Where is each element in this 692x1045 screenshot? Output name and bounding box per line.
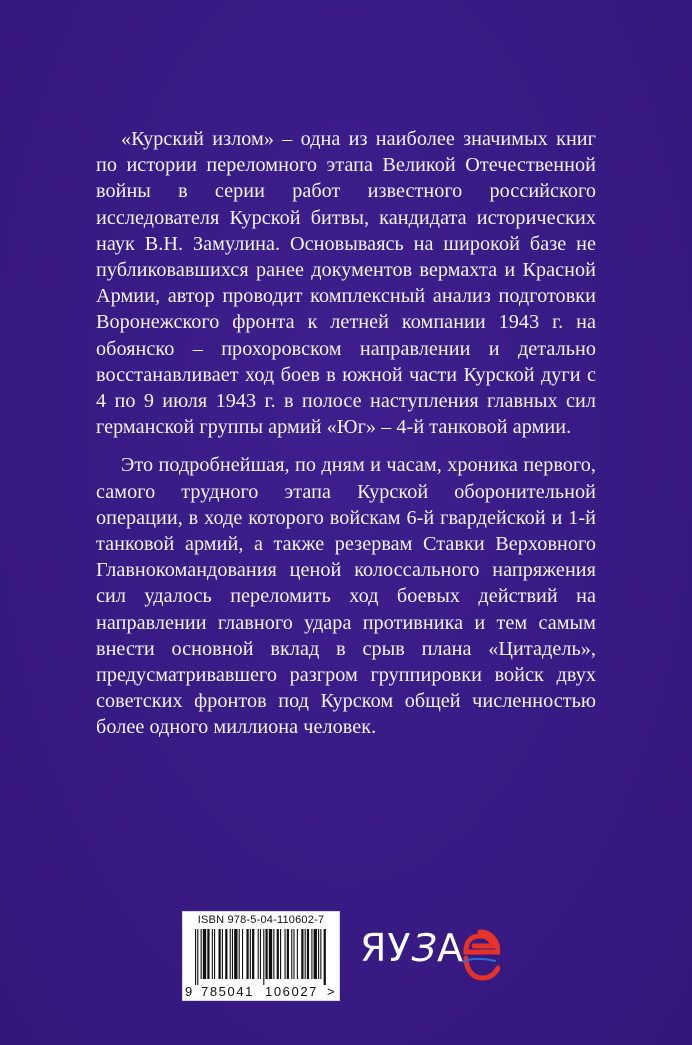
barcode-bar — [232, 929, 233, 979]
annotation-paragraph-2: Это подробнейшая, по дням и часам, хроника первого, самого трудного этапа Курской оборонительной операции, в ходе которого войскам 6-й гвардейской и 1-й танковой армий, а также резервам Ставки Верховного Главнокомандования ценой колоссального напряжения сил удалось переломить ход боевых действий на направлении главного удара противника и тем самым внести основной вклад в срыв плана «Цитадель», предусматривавшего разгром группировки войск двух советских фронтов под Курском общей численностью более одного миллиона человек. — [96, 454, 596, 739]
barcode-bar — [284, 929, 285, 979]
barcode-bar — [214, 929, 215, 979]
logo-letter-1: Я — [360, 926, 388, 970]
barcode-bar — [252, 929, 254, 979]
barcode-bar — [225, 929, 227, 979]
barcode-bar — [230, 929, 231, 979]
barcode-bar — [269, 929, 272, 979]
barcode-bar — [207, 929, 209, 979]
barcode-bar — [242, 929, 243, 979]
barcode-bar — [263, 929, 264, 985]
barcode-bar — [250, 929, 251, 979]
barcode-bar — [291, 929, 292, 979]
barcode-bars — [195, 929, 327, 985]
logo-letter-4: А — [436, 926, 464, 970]
barcode-bar — [287, 929, 289, 979]
barcode-bar — [265, 929, 267, 979]
ean-left-group: 785041 — [201, 984, 254, 999]
barcode-bar — [222, 929, 223, 979]
barcode-bar — [197, 929, 198, 985]
annotation-paragraph-1: «Курский излом» – одна из наиболее значимых книг по истории переломного этапа Великой Отечественной войны в серии работ известного российского исследователя Курской битвы, кандидата исторических наук В.Н. Замулина. Основываясь на широкой базе не публиковавшихся ранее документов вермахта и Красной Армии, автор проводит комплексный анализ подготовки Воронежского фронта к летней компании 1943 г. на обоянско – прохоровском направлении и детально восстанавливает ход боев в южной части Курской дуги с 4 по 9 июля 1943 г. в полосе наступления главных сил германской группы армий «Юг» – 4-й танковой армии. — [96, 128, 596, 439]
barcode-bar — [301, 929, 303, 979]
barcode-bar — [246, 929, 248, 979]
logo-letter-3: З — [406, 926, 443, 970]
barcode-bar — [234, 929, 237, 979]
barcode-bar — [195, 929, 196, 985]
barcode-bar — [314, 929, 317, 979]
barcode-bar — [212, 929, 213, 979]
barcode-bar — [305, 929, 306, 979]
publisher-logo-text — [360, 926, 464, 970]
barcode-bar — [324, 929, 326, 985]
logo-letter-2: У — [387, 926, 412, 970]
book-annotation — [96, 126, 596, 741]
barcode-bar — [260, 929, 261, 979]
barcode-bar — [307, 929, 309, 979]
ean-tail: > — [327, 984, 335, 999]
barcode-bar — [311, 929, 312, 979]
ean-right-group: 106027 — [265, 984, 318, 999]
isbn-label: ISBN 978-5-04-110602-7 — [197, 914, 325, 926]
barcode-bar — [201, 929, 202, 979]
barcode-bar — [203, 929, 206, 979]
barcode-bar — [218, 929, 220, 979]
barcode-bar — [273, 929, 274, 979]
barcode-bar — [318, 929, 319, 979]
barcode-bar — [239, 929, 240, 979]
ean-first-digit: 9 — [185, 984, 193, 999]
barcode-bar — [280, 929, 281, 979]
barcode-bar — [320, 929, 321, 979]
barcode-bar — [258, 929, 259, 979]
barcode-bar — [277, 929, 279, 979]
barcode-bar — [297, 929, 298, 979]
isbn-barcode — [182, 911, 340, 1001]
barcode-bar — [293, 929, 294, 979]
publisher-logo — [360, 920, 500, 994]
eksmo-e-icon — [460, 928, 500, 986]
